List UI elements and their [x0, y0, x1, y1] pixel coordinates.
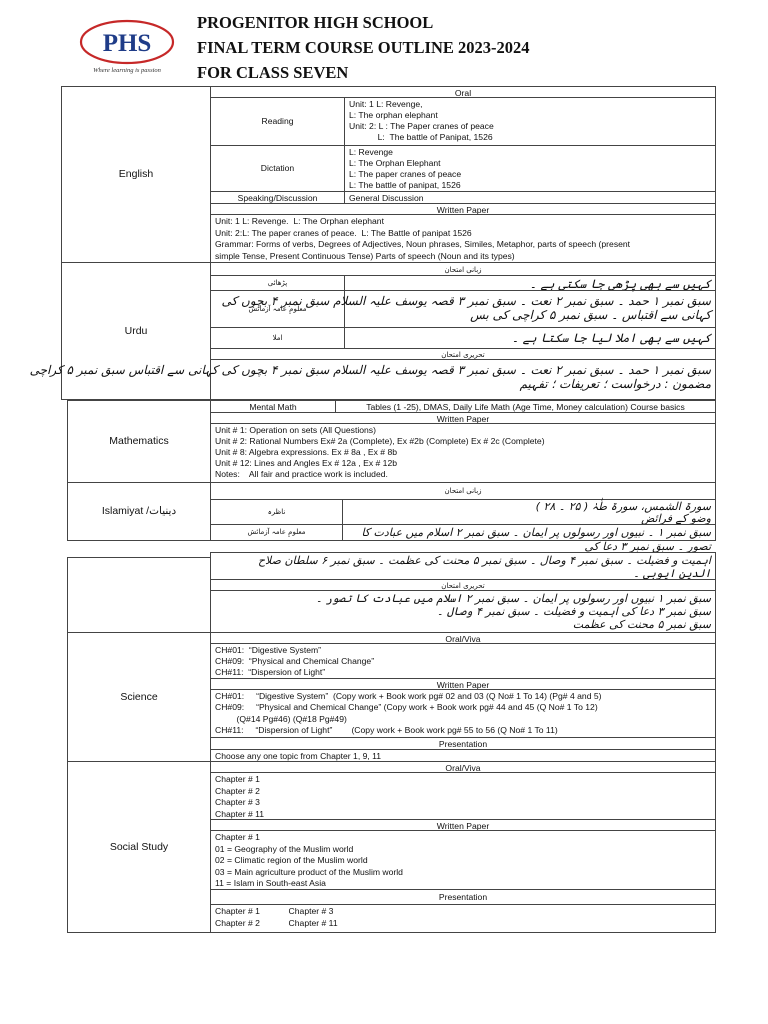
text-line: 02 = Climatic region of the Muslim world — [215, 855, 368, 865]
islamiyat-general-text: سبق نمبر ۱ ۔ نبیوں اور رسولوں پر ایمان ۔ سبق نمبر ۲ اسلام میں عبادت کا تصور ۔ سبق نمبر ۳ دعا کی — [342, 524, 716, 541]
text-line: 01 = Geography of the Muslim world — [215, 843, 354, 854]
social-written-content — [210, 830, 716, 890]
text-line: 03 = Main agriculture product of the Muslim world — [215, 866, 403, 877]
text-line: Unit: 1 L: Revenge, — [349, 99, 423, 109]
text-line: CH#01: “Digestive System” (Copy work + Book work pg# 02 and 03 (Q No# 1 To 14) (Pg# 4 and 5) — [215, 691, 602, 701]
text-line: Chapter # 11 — [215, 808, 265, 819]
math-written-heading: Written Paper — [210, 412, 716, 424]
text-line: L: Revenge — [349, 147, 393, 157]
islamiyat-nazira-label: ناظرہ — [210, 499, 343, 525]
text-line: L: The battle of Panipat, 1526 — [349, 132, 493, 142]
text-line: Unit: 2: L : The Paper cranes of peace — [349, 121, 494, 131]
social-oral-heading: Oral/Viva — [210, 761, 716, 773]
text-line: سبق نمبر ۳ دعا کی اہمیت و فضیلت ۔ سبق نمبر ۴ وصال ۔ — [436, 605, 711, 618]
text-line: Unit # 12: Lines and Angles Ex # 12a , Ex # 12b — [215, 458, 398, 468]
english-reading-label: Reading — [210, 97, 345, 146]
text-line: سبق نمبر ۱ حمد ۔ سبق نمبر ۲ نعت ۔ سبق نمبر ۳ قصہ یوسف علیہ السلام سبق نمبر ۴ بچوں کی کہانی سے اقتباس سبق نمبر ۵ کراچی — [29, 363, 711, 377]
english-speaking-label: Speaking/Discussion — [210, 191, 345, 204]
text-line: Chapter # 2 — [215, 785, 260, 796]
math-mental-label: Mental Math — [210, 400, 336, 413]
urdu-general-label: معلومِ عامہ آزمائش — [210, 290, 345, 328]
text-line: Unit: 2:L: The paper cranes of peace. L: The Battle of panipat 1526 — [215, 227, 472, 238]
english-speaking-value: General Discussion — [344, 191, 716, 204]
urdu-reading-text: کہیں سے بھی پڑھی جا سکتی ہے ۔ — [344, 275, 716, 291]
science-presentation-heading: Presentation — [210, 737, 716, 750]
text-line: L: The orphan elephant — [349, 110, 438, 120]
text-line: simple Tense, Present Continuous Tense) Parts of speech (Noun and its types) — [215, 250, 515, 261]
social-oral-content — [210, 772, 716, 820]
text-line: (Q#14 Pg#46) (Q#18 Pg#49) — [215, 713, 347, 724]
text-line: مضمون : درخواست ؛ تعریفات ؛ تفہیم — [519, 377, 711, 391]
text-line: L: The paper cranes of peace — [349, 169, 462, 179]
subject-social-study: Social Study — [67, 761, 211, 933]
text-line: CH#11: “Dispersion of Light” (Copy work + Book work pg# 55 to 56 (Q No# 1 To 11) — [215, 725, 558, 736]
math-written-content — [210, 423, 716, 483]
text-line: CH#09: “Physical and Chemical Change” — [215, 656, 375, 666]
islamiyat-general-label: معلومِ عامہ آزمائش — [210, 524, 343, 541]
text-line: 11 = Islam in South-east Asia — [215, 878, 326, 888]
outline-title: FINAL TERM COURSE OUTLINE 2023-2024 — [197, 38, 530, 57]
english-dictation-content — [344, 145, 716, 192]
islamiyat-written-content — [210, 590, 716, 633]
islamiyat-oral-heading: زبانی امتحان — [210, 482, 716, 500]
science-oral-content — [210, 643, 716, 679]
islamiyat-nazira-content — [342, 499, 716, 525]
text-line: سورۃ الشمس، سورۃ طٰہٰ ( ۲۵ ۔ ۲۸ ) — [535, 500, 711, 513]
islamiyat-written-heading: تحریری امتحان — [210, 579, 716, 591]
subject-science: Science — [67, 632, 211, 762]
text-line: L: The Orphan Elephant — [349, 158, 441, 168]
text-line: الدین ایوبی ۔ — [633, 567, 711, 580]
class-title: FOR CLASS SEVEN — [197, 63, 349, 82]
school-name: PROGENITOR HIGH SCHOOL — [197, 13, 434, 32]
social-presentation-heading: Presentation — [210, 889, 716, 905]
english-oral-heading: Oral — [210, 86, 716, 98]
social-presentation-content — [210, 904, 716, 933]
text-line: Chapter # 1 — [215, 774, 260, 784]
math-mental-value: Tables (1 -25), DMAS, Daily Life Math (Age Time, Money calculation) Course basics — [335, 400, 716, 413]
urdu-reading-label: پڑھائی — [210, 275, 345, 291]
urdu-dictation-label: املا — [210, 327, 345, 349]
school-logo — [78, 18, 178, 76]
social-written-heading: Written Paper — [210, 819, 716, 831]
text-line: Unit # 8: Algebra expressions. Ex # 8a , Ex # 8b — [215, 447, 398, 457]
text-line: Chapter # 2 Chapter # 11 — [215, 917, 338, 928]
logo-tagline: Where learning is passion — [93, 67, 161, 74]
english-dictation-label: Dictation — [210, 145, 345, 192]
subject-mathematics: Mathematics — [67, 400, 211, 483]
text-line: CH#01: “Digestive System” — [215, 645, 322, 655]
text-line: Chapter # 1 — [215, 832, 260, 842]
urdu-oral-heading: زبانی امتحان — [210, 262, 716, 276]
text-line: CH#11: “Dispersion of Light” — [215, 667, 326, 677]
text-line: کہانی سے اقتباس ۔ سبق نمبر ۵ کراچی کی بس — [470, 308, 711, 322]
text-line: Chapter # 3 — [215, 797, 260, 807]
text-line: Grammar: Forms of verbs, Degrees of Adjectives, Noun phrases, Similes, Metaphor, parts of speech (present — [215, 239, 631, 249]
text-line: وضو کے فرائض — [641, 512, 711, 525]
text-line: سبق نمبر ۵ محنت کی عظمت — [572, 618, 711, 631]
text-line: Chapter # 1 Chapter # 3 — [215, 906, 334, 916]
english-written-content — [210, 214, 716, 263]
text-line: CH#09: “Physical and Chemical Change” (Copy work + Book work pg# 44 and 45 (Q No# 1 To 12) — [215, 702, 598, 713]
text-line: اہمیت و فضیلت ۔ سبق نمبر ۴ وصال ۔ سبق نمبر ۵ محنت کی عظمت ۔ سبق نمبر ۶ سلطان صلاح — [257, 554, 711, 567]
urdu-written-heading: تحریری امتحان — [210, 348, 716, 360]
subject-islamiyat: Islamiyat /دینیات — [67, 482, 211, 541]
subject-urdu: Urdu — [61, 262, 211, 400]
urdu-dictation-text: کہیں سے بھی املا لیا جا سکتا ہے ۔ — [344, 327, 716, 349]
islamiyat-continued-content — [210, 552, 716, 580]
text-line: Unit # 1: Operation on sets (All Questions) — [215, 425, 376, 435]
text-line: Unit # 2: Rational Numbers Ex# 2a (Complete), Ex #2b (Complete) Ex # 2c (Complete) — [215, 436, 545, 446]
text-line: Unit: 1 L: Revenge. L: The Orphan elephant — [215, 216, 384, 226]
text-line: L: The battle of panipat, 1526 — [349, 180, 461, 190]
logo-text: PHS — [102, 30, 152, 57]
science-presentation-text: Choose any one topic from Chapter 1, 9, 11 — [210, 749, 716, 762]
urdu-written-content — [29, 359, 716, 400]
islamiyat-continued-subject-cell — [67, 557, 211, 633]
text-line: Notes: All fair and practice work is included. — [215, 469, 388, 479]
subject-english: English — [61, 86, 211, 263]
english-written-heading: Written Paper — [210, 203, 716, 215]
text-line: سبق نمبر ۱ نبیوں اور رسولوں پر ایمان ۔ سبق نمبر ۲ اسلام میں عبادت کا تصور ۔ — [315, 592, 711, 605]
science-oral-heading: Oral/Viva — [210, 632, 716, 644]
science-written-content — [210, 689, 716, 738]
science-written-heading: Written Paper — [210, 678, 716, 690]
text-line: سبق نمبر ۱ حمد ۔ سبق نمبر ۲ نعت ۔ سبق نمبر ۳ قصہ یوسف علیہ السلام سبق نمبر ۴ بچوں کی — [221, 294, 711, 308]
english-reading-content — [344, 97, 716, 146]
